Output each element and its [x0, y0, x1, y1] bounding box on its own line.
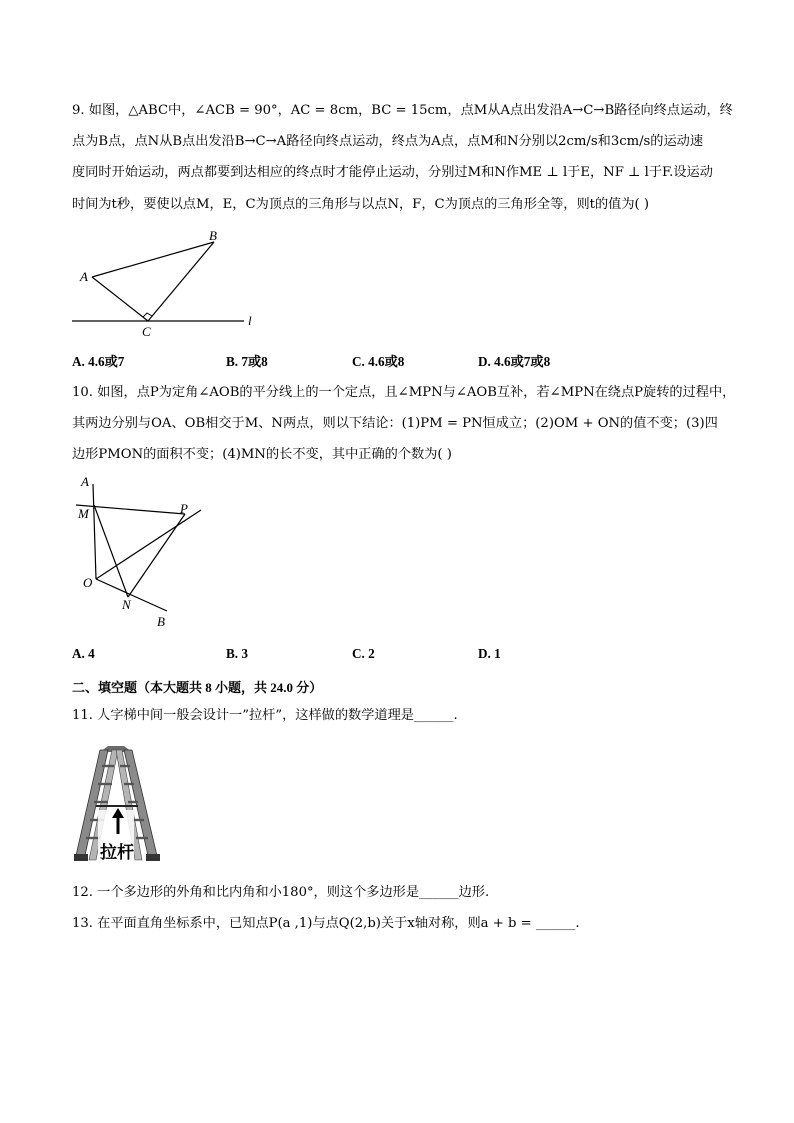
q9-label-l: l — [248, 313, 252, 328]
q9-triangle-figure — [68, 226, 268, 341]
q9-line-3: 度同时开始运动，两点都要到达相应的终点时才能停止运动，分别过M和N作ME ⊥ l于E，NF ⊥ l于F.设运动 — [72, 165, 713, 180]
q10-angle-figure — [70, 474, 210, 634]
q10-label-m: M — [78, 506, 89, 521]
q10-option-b: B. 3 — [226, 646, 248, 661]
q9-option-c: C. 4.6或8 — [352, 354, 405, 369]
q10-label-o: O — [83, 575, 93, 590]
q10-option-c: C. 2 — [352, 646, 375, 661]
q13-line: 13. 在平面直角坐标系中，已知点P(a ,1)与点Q(2,b)关于x轴对称，则a + b = ______. — [72, 916, 580, 931]
ladder-caption: 拉杆 — [100, 843, 134, 863]
q9-option-d: D. 4.6或7或8 — [478, 354, 551, 369]
q9-label-b: B — [209, 228, 217, 243]
q9-line-4: 时间为t秒，要使以点M，E，C为顶点的三角形与以点N，F，C为顶点的三角形全等，则t的值为( ) — [72, 197, 650, 212]
q11-line: 11. 人字梯中间一般会设计一”拉杆”，这样做的数学道理是______. — [72, 708, 458, 723]
q9-line-2: 点为B点，点N从B点出发沿B→C→A路径向终点运动，终点为A点，点M和N分别以2cm/s和3cm/s的运动速 — [72, 134, 704, 149]
q10-line-1: 10. 如图，点P为定角∠AOB的平分线上的一个定点，且∠MPN与∠AOB互补，若∠MPN在绕点P旋转的过程中， — [72, 385, 736, 400]
q9-option-a: A. 4.6或7 — [72, 354, 125, 369]
q9-option-b: B. 7或8 — [226, 354, 268, 369]
q9-label-c: C — [142, 324, 151, 339]
q9-label-a: A — [80, 269, 88, 284]
section-heading: 二、填空题（本大题共 8 小题，共 24.0 分） — [72, 680, 323, 695]
q10-label-n: N — [122, 597, 131, 612]
q10-label-b: B — [157, 614, 165, 629]
q10-option-d: D. 1 — [478, 646, 501, 661]
q9-line-1: 9. 如图，△ABC中，∠ACB = 90°，AC = 8cm，BC = 15cm，点M从A点出发沿A→C→B路径向终点运动，终 — [72, 103, 733, 118]
q10-option-a: A. 4 — [72, 646, 95, 661]
q12-line: 12. 一个多边形的外角和比内角和小180°，则这个多边形是______边形. — [72, 885, 490, 900]
q10-line-2: 其两边分别与OA、OB相交于M、N两点，则以下结论：(1)PM = PN恒成立；(2)OM + ON的值不变；(3)四 — [72, 416, 718, 431]
q10-label-p: P — [180, 501, 188, 516]
q10-line-3: 边形PMON的面积不变；(4)MN的长不变，其中正确的个数为( ) — [72, 447, 452, 462]
q10-label-a: A — [81, 474, 89, 489]
